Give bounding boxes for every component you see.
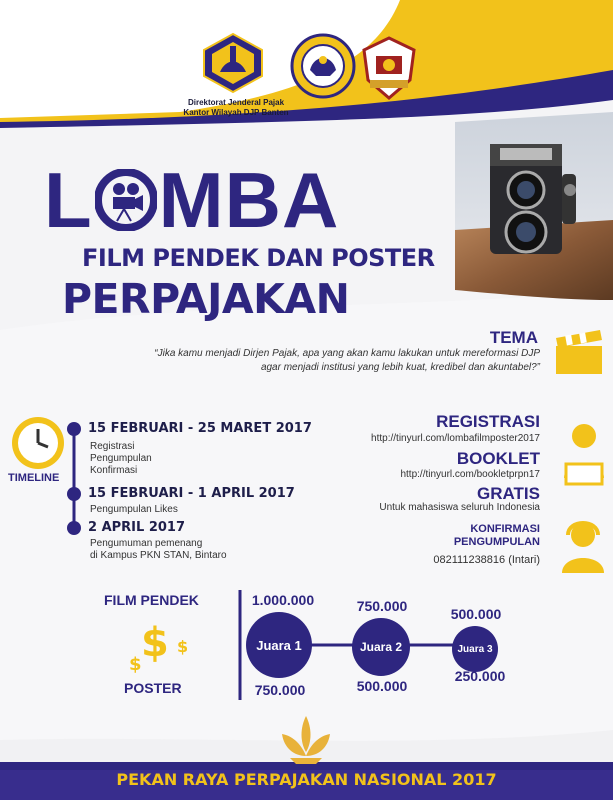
poster-prize-1: 750.000 xyxy=(254,682,306,698)
stan-logo xyxy=(290,32,356,100)
juara-2-circle xyxy=(352,618,410,676)
vintage-camera-icon xyxy=(478,134,588,266)
svg-text:$: $ xyxy=(129,654,142,675)
timeline-item-2-line1: Pengumpulan Likes xyxy=(90,504,178,515)
title-lomba-start: L xyxy=(44,156,93,244)
juara-1-label: Juara 1 xyxy=(256,637,302,653)
lotus-logo xyxy=(276,712,336,768)
konfirmasi-line1: KONFIRMASI xyxy=(470,523,540,535)
clapperboard-icon xyxy=(552,326,610,378)
svg-text:$: $ xyxy=(141,620,169,666)
konfirmasi-line2: PENGUMPULAN xyxy=(453,536,540,548)
juara-2-label: Juara 2 xyxy=(359,640,403,654)
title-lomba-end: MBA xyxy=(158,156,340,244)
svg-text:$: $ xyxy=(177,637,189,656)
dollar-icon xyxy=(125,608,195,678)
film-prize-3: 500.000 xyxy=(450,606,502,622)
film-pendek-label: FILM PENDEK xyxy=(104,592,199,608)
timeline-item-1-line1: Registrasi xyxy=(90,441,135,452)
gratis-text: Untuk mahasiswa seluruh Indonesia xyxy=(379,502,540,513)
org-name-line2: Kantor Wilayah DJP Banten xyxy=(183,108,289,117)
djp-logo xyxy=(200,32,266,94)
clock-icon xyxy=(10,415,66,471)
timeline-date-3: 2 APRIL 2017 xyxy=(88,520,185,535)
headset-support-icon xyxy=(556,515,610,575)
juara-1-circle xyxy=(246,612,312,678)
poster-prize-2: 500.000 xyxy=(356,678,408,694)
timeline-item-1-line3: Konfirmasi xyxy=(90,465,138,476)
gratis-heading: GRATIS xyxy=(477,484,540,503)
registrasi-heading: REGISTRASI xyxy=(436,412,540,431)
konfirmasi-phone: 082111238816 (Intari) xyxy=(433,554,540,566)
booklet-heading: BOOKLET xyxy=(456,449,540,468)
timeline-line xyxy=(64,420,84,536)
campus-emblem xyxy=(360,36,418,100)
tema-line2: agar menjadi institusi yang lebih kuat, kredibel dan akuntabel?” xyxy=(260,362,540,373)
title-line3: PERPAJAKAN xyxy=(62,275,350,323)
film-prize-2: 750.000 xyxy=(356,598,408,614)
film-prize-1: 1.000.000 xyxy=(251,592,315,608)
tema-line1: “Jika kamu menjadi Dirjen Pajak, apa yang akan kamu lakukan untuk mereformasi DJP xyxy=(154,348,540,359)
timeline-item-3-line1: Pengumuman pemenang xyxy=(90,538,203,549)
timeline-label: TIMELINE xyxy=(8,472,60,484)
poster-prize-3: 250.000 xyxy=(454,668,506,684)
timeline-item-3-line2: di Kampus PKN STAN, Bintaro xyxy=(90,550,227,561)
registrasi-url[interactable]: http://tinyurl.com/lombafilmposter2017 xyxy=(371,433,540,444)
timeline-date-1: 15 FEBRUARI - 25 MARET 2017 xyxy=(88,421,312,436)
tema-heading: TEMA xyxy=(489,328,538,347)
juara-3-label: Juara 3 xyxy=(457,643,493,655)
juara-3-circle xyxy=(452,626,498,672)
event-name: PEKAN RAYA PERPAJAKAN NASIONAL 2017 xyxy=(116,770,497,789)
booklet-url[interactable]: http://tinyurl.com/bookletprpn17 xyxy=(400,469,540,480)
timeline-date-2: 15 FEBRUARI - 1 APRIL 2017 xyxy=(88,486,295,501)
user-laptop-icon xyxy=(558,420,610,490)
timeline-item-1-line2: Pengumpulan xyxy=(90,453,152,464)
poster-label: POSTER xyxy=(124,680,182,696)
org-name-line1: Direktorat Jenderal Pajak xyxy=(187,98,285,107)
title-line2: FILM PENDEK DAN POSTER xyxy=(82,244,435,272)
film-projector-icon xyxy=(95,164,157,222)
